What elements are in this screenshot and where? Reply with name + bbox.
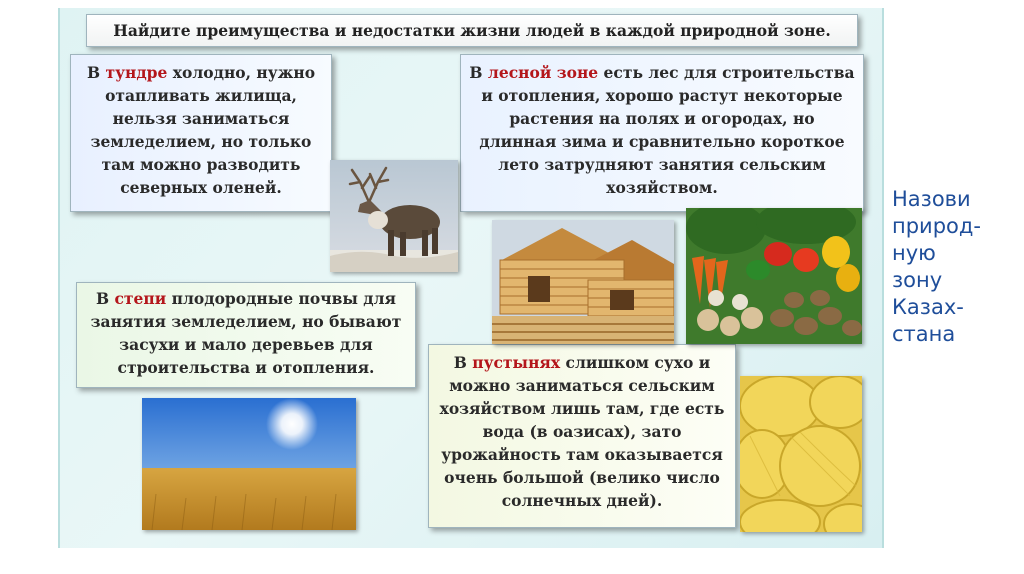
vegetables-photo [686,208,862,344]
tundra-description: холодно, нужно отапливать жилища, нельзя заниматься земледелием, но только там можно разводить северных оленей. [90,63,316,197]
forest-description: есть лес для строительства и отопления, хорошо растут некоторые растения на полях и огородах, но длинная зима и сравнительно короткое лето затрудняют занятия сельским хозяйством. [479,63,855,197]
side-prompt-line: стана [892,322,956,346]
reindeer-photo [330,160,458,272]
forest-zone-label: лесной зоне [487,63,599,82]
log-house-photo [492,220,674,344]
tundra-prefix: В [86,63,106,82]
steppe-zone-label: степи [114,289,167,308]
side-prompt-line: зону [892,268,943,292]
forest-prefix: В [469,63,488,82]
wheat-field-photo [142,398,356,530]
melons-photo [740,376,862,532]
steppe-prefix: В [95,289,115,308]
desert-prefix: В [453,353,473,372]
forest-text-box [460,54,864,212]
slide-title: Найдите преимущества и недостатки жизни людей в каждой природной зоне. [86,14,858,47]
side-prompt-line: природ- [892,214,981,238]
steppe-text-box [76,282,416,388]
desert-zone-label: пустынях [472,353,561,372]
desert-description: слишком сухо и можно заниматься сельским хозяйством лишь там, где есть вода (в оазисах), зато урожайность там оказывается очень большой (велико число солнечных дней). [439,353,725,510]
side-prompt-line: ную [892,241,936,265]
side-prompt-line: Казах- [892,295,964,319]
steppe-description: плодородные почвы для занятия земледелием, но бывают засухи и мало деревьев для строительства и отопления. [90,289,402,377]
tundra-zone-label: тундре [105,63,168,82]
desert-text-box [428,344,736,528]
side-prompt-line: Назови [892,187,971,211]
tundra-text-box [70,54,332,212]
side-prompt [892,186,1012,348]
